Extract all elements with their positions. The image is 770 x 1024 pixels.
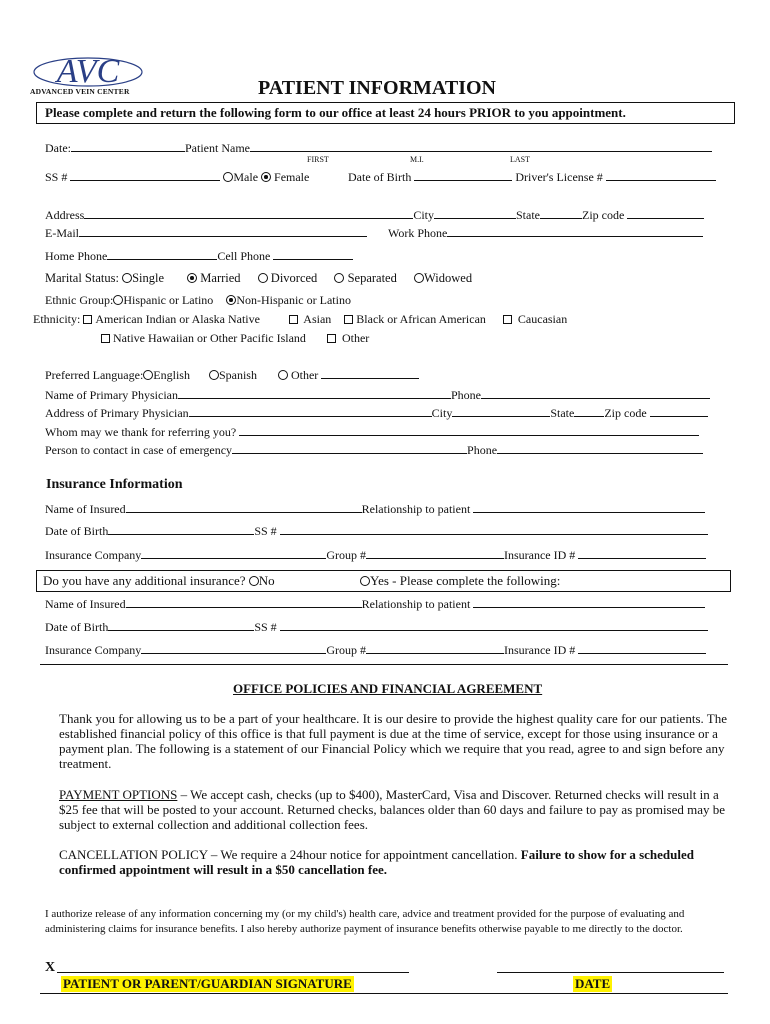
referral-row	[45, 425, 699, 440]
physician-phone-label: Phone	[450, 388, 481, 402]
marital-label: Marital Status:	[45, 271, 119, 285]
emergency-field[interactable]	[232, 443, 467, 454]
ss-field[interactable]	[70, 170, 220, 181]
emergency-phone-field[interactable]	[497, 443, 703, 454]
date-row	[45, 141, 712, 156]
state-label: State	[516, 208, 540, 222]
insured2-ss-field[interactable]	[280, 620, 708, 631]
physician-state-label: State	[550, 406, 575, 420]
insurance-id2-field[interactable]	[578, 643, 706, 654]
email-field[interactable]	[79, 226, 367, 237]
insured2-row	[45, 597, 705, 612]
english-radio[interactable]	[143, 370, 153, 380]
dob-label: Date of Birth	[348, 170, 412, 184]
bottom-rule	[40, 993, 728, 994]
non-hispanic-label: Non-Hispanic or Latino	[236, 293, 351, 307]
ethnic-group-row	[45, 293, 351, 308]
single-label: Single	[132, 271, 165, 285]
ethnicity-row	[33, 312, 567, 327]
widowed-radio[interactable]	[414, 273, 424, 283]
separated-radio[interactable]	[334, 273, 344, 283]
insured-ss-field[interactable]	[280, 524, 708, 535]
license-label: Driver's License #	[515, 170, 603, 184]
insured2-ss-label: SS #	[254, 620, 277, 634]
authorization-text: I authorize release of any information concerning my (or my child's) health care, advice and treatment provided for the purpose of evaluating and administering claims for insurance benefits. I also hereby authorize payment of insurance benefits otherwise payable to me directly to the doctor.	[45, 908, 685, 935]
dob-row	[348, 170, 716, 185]
patient-name-label: Patient Name	[185, 141, 250, 155]
insured-field[interactable]	[126, 502, 362, 513]
relationship2-label: Relationship to patient	[361, 597, 471, 611]
insured2-dob-row	[45, 620, 708, 635]
physician-label: Name of Primary Physician	[45, 388, 178, 402]
state-field[interactable]	[540, 208, 582, 219]
cell-phone-field[interactable]	[273, 249, 353, 260]
physician-address-field[interactable]	[189, 406, 432, 417]
insured2-label: Name of Insured	[45, 597, 126, 611]
female-label: Female	[274, 170, 310, 184]
additional-no-label: No	[258, 573, 275, 588]
payment-options	[59, 787, 731, 832]
relationship-label: Relationship to patient	[361, 502, 471, 516]
group2-label: Group #	[326, 643, 366, 657]
dob-field[interactable]	[414, 170, 512, 181]
physician-address-row	[45, 406, 708, 421]
insured2-dob-field[interactable]	[108, 620, 254, 631]
company-row	[45, 548, 706, 563]
cancellation-policy	[59, 847, 731, 877]
relationship-field[interactable]	[473, 502, 705, 513]
relationship2-field[interactable]	[473, 597, 705, 608]
spanish-radio[interactable]	[209, 370, 219, 380]
insured2-field[interactable]	[126, 597, 362, 608]
physician-phone-field[interactable]	[481, 388, 710, 399]
insured2-dob-label: Date of Birth	[45, 620, 109, 634]
insured-dob-row	[45, 524, 708, 539]
american-indian-label: American Indian or Alaska Native	[95, 312, 260, 326]
signature-line[interactable]	[57, 972, 409, 973]
physician-row	[45, 388, 710, 403]
first-name-caption: FIRST	[307, 155, 329, 164]
work-phone-field[interactable]	[447, 226, 703, 237]
group-field[interactable]	[366, 548, 504, 559]
date-label-signature: DATE	[575, 976, 611, 991]
english-label: English	[153, 368, 190, 382]
date-signature-line[interactable]	[497, 972, 724, 973]
company2-row	[45, 643, 706, 658]
home-phone-field[interactable]	[107, 249, 217, 260]
other-lang-label: Other	[290, 368, 319, 382]
insured-row	[45, 502, 705, 517]
group-label: Group #	[326, 548, 366, 562]
date-field[interactable]	[71, 141, 185, 152]
additional-no-radio[interactable]	[249, 576, 259, 586]
cancellation-text: CANCELLATION POLICY – We require a 24hour notice for appointment cancellation.	[59, 847, 521, 862]
logo-initials: AVC	[56, 53, 120, 90]
date-label: Date:	[45, 141, 71, 155]
cancellation-fee-text: Failure to show for a scheduled confirmed appointment will result in a $50 cancellation fee.	[59, 847, 695, 877]
address-label: Address	[45, 208, 85, 222]
emergency-row	[45, 443, 703, 458]
divorced-radio[interactable]	[258, 273, 268, 283]
insurance-heading: Insurance Information	[46, 477, 183, 492]
married-radio[interactable]	[187, 273, 197, 283]
single-radio[interactable]	[122, 273, 132, 283]
physician-state-field[interactable]	[574, 406, 604, 417]
ss-label: SS #	[45, 170, 68, 184]
insurance-id-field[interactable]	[578, 548, 706, 559]
asian-checkbox[interactable]	[289, 315, 298, 324]
email-label: E-Mail	[45, 226, 79, 240]
license-field[interactable]	[606, 170, 716, 181]
insured-dob-label: Date of Birth	[45, 524, 109, 538]
hispanic-radio[interactable]	[113, 295, 123, 305]
male-label: Male	[233, 170, 259, 184]
insured-dob-field[interactable]	[108, 524, 254, 535]
physician-address-label: Address of Primary Physician	[45, 406, 189, 420]
additional-yes-label: Yes - Please complete the following:	[370, 573, 561, 588]
additional-yes-radio[interactable]	[360, 576, 370, 586]
signature-label: PATIENT OR PARENT/GUARDIAN SIGNATURE	[63, 976, 352, 991]
additional-insurance-box	[36, 570, 731, 592]
cell-phone-label: Cell Phone	[217, 249, 271, 263]
emergency-phone-label: Phone	[467, 443, 498, 457]
physician-zip-field[interactable]	[650, 406, 708, 417]
black-label: Black or African American	[356, 312, 486, 326]
insured-label: Name of Insured	[45, 502, 126, 516]
payment-options-label: PAYMENT OPTIONS	[59, 787, 178, 802]
city-field[interactable]	[434, 208, 516, 219]
asian-label: Asian	[303, 312, 332, 326]
referral-label: Whom may we thank for referring you?	[45, 425, 237, 439]
other-lang-field[interactable]	[321, 368, 419, 379]
mi-caption: M.I.	[410, 155, 424, 164]
zip-field[interactable]	[627, 208, 704, 219]
patient-name-field[interactable]	[250, 141, 712, 152]
insurance-id-label: Insurance ID #	[503, 548, 576, 562]
male-radio[interactable]	[223, 172, 233, 182]
emergency-label: Person to contact in case of emergency	[45, 443, 233, 457]
work-phone-label: Work Phone	[388, 226, 448, 240]
address-row	[45, 208, 704, 223]
ethnic-group-label: Ethnic Group:	[45, 293, 114, 307]
insured-ss-label: SS #	[254, 524, 277, 538]
additional-yes	[360, 573, 560, 589]
hispanic-label: Hispanic or Latino	[123, 293, 214, 307]
phone-row	[45, 249, 353, 264]
separated-label: Separated	[347, 271, 397, 285]
work-phone-row	[388, 226, 703, 241]
company-label: Insurance Company	[45, 548, 142, 562]
widowed-label: Widowed	[423, 271, 473, 285]
black-checkbox[interactable]	[344, 315, 353, 324]
city-label: City	[413, 208, 434, 222]
hawaiian-label: Native Hawaiian or Other Pacific Island	[113, 331, 306, 345]
physician-city-label: City	[431, 406, 453, 420]
caucasian-label: Caucasian	[517, 312, 568, 326]
last-name-caption: LAST	[510, 155, 530, 164]
ethnicity-label: Ethnicity:	[33, 312, 81, 326]
female-radio[interactable]	[261, 172, 271, 182]
additional-q	[43, 573, 275, 589]
additional-q-label: Do you have any additional insurance?	[43, 573, 246, 588]
company2-label: Insurance Company	[45, 643, 142, 657]
logo	[30, 50, 145, 98]
company2-field[interactable]	[141, 643, 326, 654]
payment-options-text: – We accept cash, checks (up to $400), MasterCard, Visa and Discover. Returned checks will result in a $25 fee that will be posted to your account. Returned checks, balances older than 60 days and failure to pay as promised may be subject to external collection and additional collection fees.	[59, 787, 726, 832]
policies-heading: OFFICE POLICIES AND FINANCIAL AGREEMENT	[233, 681, 543, 696]
email-row	[45, 226, 367, 241]
physician-city-field[interactable]	[452, 406, 550, 417]
instructions-banner: Please complete and return the following form to our office at least 24 hours PRIOR to you appointment.	[36, 102, 735, 124]
policies-intro: Thank you for allowing us to be a part of your healthcare. It is our desire to provide the highest quality care for our patients. The established financial policy of this office is that full payment is due at the time of service, except for those using insurance or a payment plan. The following is a statement of our Financial Policy which we require that you read, agree to and sign before any treatment.	[59, 711, 727, 771]
physician-zip-label: Zip code	[604, 406, 647, 420]
ethnicity-row-2	[101, 331, 369, 346]
marital-row	[45, 271, 472, 286]
other-ethnicity-checkbox[interactable]	[327, 334, 336, 343]
address-field[interactable]	[84, 208, 413, 219]
spanish-label: Spanish	[218, 368, 257, 382]
page-title: PATIENT INFORMATION	[258, 77, 496, 99]
insurance-id2-label: Insurance ID #	[503, 643, 576, 657]
married-label: Married	[200, 271, 241, 285]
american-indian-checkbox[interactable]	[83, 315, 92, 324]
group2-field[interactable]	[366, 643, 504, 654]
zip-label: Zip code	[582, 208, 625, 222]
section-divider	[40, 664, 728, 665]
language-row	[45, 368, 419, 383]
physician-field[interactable]	[178, 388, 451, 399]
divorced-label: Divorced	[270, 271, 318, 285]
non-hispanic-radio[interactable]	[226, 295, 236, 305]
other-lang-radio[interactable]	[278, 370, 288, 380]
ss-row	[45, 170, 309, 185]
hawaiian-checkbox[interactable]	[101, 334, 110, 343]
caucasian-checkbox[interactable]	[503, 315, 512, 324]
logo-name: ADVANCED VEIN CENTER	[30, 87, 130, 96]
other-ethnicity-label: Other	[341, 331, 370, 345]
signature-x: X	[45, 960, 56, 975]
referral-field[interactable]	[239, 425, 699, 436]
company-field[interactable]	[141, 548, 326, 559]
home-phone-label: Home Phone	[45, 249, 108, 263]
pref-lang-label: Preferred Language:	[45, 368, 144, 382]
